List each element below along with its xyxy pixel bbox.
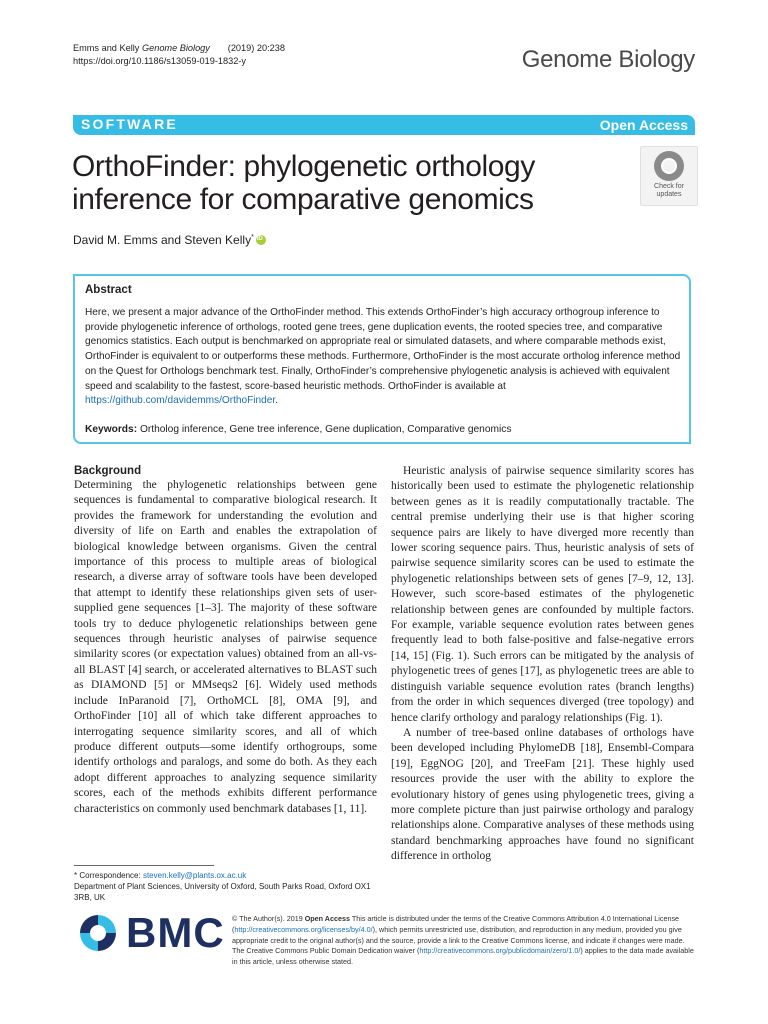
affiliation: Department of Plant Sciences, University of Oxford, South Parks Road, Oxford OX1 3RB, UK [74, 882, 371, 902]
correspondence-email[interactable]: steven.kelly@plants.ox.ac.uk [142, 871, 247, 880]
section-heading-background: Background [74, 465, 142, 477]
article-meta [73, 42, 285, 67]
paragraph: A number of tree-based online databases of orthologs have been developed including PhylomeDB [18], Ensembl-Compara [19], EggNOG [20], and TreeFam [21]. These highly used resources provide the user with the ability to explore the evolutionary history of genes using phylogenetic trees, giving a more complete picture than just pairwise orthology and paralogy relationships alone. Comparative analyses of these methods using standard benchmarking approaches have found no significant difference in ortholog [391, 726, 694, 863]
cc-by-link[interactable]: http://creativecommons.org/licenses/by/4.0/ [234, 924, 373, 934]
paragraph: Determining the phylogenetic relationships between gene sequences is fundamental to comparative biological research. It provides the framework for understanding the evolution and diversity of life on Earth and enables the extrapolation of biological knowledge between organisms. Given the central importance of this process to multiple areas of biological research, a diverse array of software tools have been developed that attempt to identify these relationships given sets of user-supplied gene sequences [1–3]. The majority of these software tools try to deduce phylogenetic relationships between gene sequences through heuristic analyses of pairwise sequence similarity scores (or expectation values) obtained from an all-vs-all BLAST [4] search, or accelerated alternatives to BLAST such as DIAMOND [5] or MMseqs2 [6]. Widely used methods include InParanoid [7], OrthoMCL [8], OMA [9], and OrthoFinder [10] all of which take different approaches to interrogating sequence similarity scores, and all of which produce different outputs—some identify orthogroups, some identify orthologs and paralogs, and some do both. As they each adopt different approaches to analyzing sequence similarity scores, each of the methods exhibits different performance characteristics on commonly used benchmark databases [1, 11]. [74, 479, 377, 815]
article-type-label: SOFTWARE [81, 116, 178, 132]
abstract-body [85, 306, 683, 409]
journal-logo: Genome Biology [521, 46, 695, 73]
check-for-updates-icon [654, 151, 684, 181]
bmc-logo-text: BMC [126, 909, 225, 956]
keywords-text: Ortholog inference, Gene tree inference, Gene duplication, Comparative genomics [139, 424, 512, 435]
author-list [73, 233, 266, 247]
check-updates-line2: updates [656, 191, 682, 198]
keywords-label: Keywords: [85, 424, 138, 435]
open-access-label: Open Access [599, 117, 688, 133]
correspondence-label: * Correspondence: [74, 871, 141, 880]
license-statement [232, 914, 694, 968]
abstract-box [73, 274, 691, 444]
abstract-text: Here, we present a major advance of the OrthoFinder method. This extends OrthoFinder’s high accuracy orthogroup inference to provide phylogenetic inference of orthologs, rooted gene trees, gene duplication events, the rooted species tree, and comparative genomics statistics. Each output is benchmarked on appropriate real or simulated datasets, and where comparable methods exist, OrthoFinder is equivalent to or outperforms these methods. Furthermore, OrthoFinder is the most accurate ortholog inference method on the Quest for Orthologs benchmark test. Finally, OrthoFinder’s comprehensive phylogenetic analysis is achieved with equivalent speed and scalability to the fastest, score-based heuristic methods. OrthoFinder is available at [85, 307, 681, 392]
paragraph: Heuristic analysis of pairwise sequence similarity scores has historically been used to estimate the phylogenetic relationship between genes as it is readily computationally tractable. The central premise underlying their use is that higher scoring sequence pairs are likely to have diverged more recently than lower scoring sequence pairs. Thus, heuristic analysis of sets of pairwise sequence similarity scores can be used to estimate the phylogenetic relationships between sets of genes [7–9, 12, 13]. However, such score-based estimates of the phylogenetic relationship between genes are confounded by multiple factors. For example, variable sequence evolution rates between genes frequently lead to both false-positive and false-negative errors [14, 15] (Fig. 1). Such errors can be mitigated by the analysis of phylogenetic trees of genes [17], as phylogenetic trees are able to distinguish variable sequence evolution rates (branch lengths) from the order in which sequences diverged (tree topology) and hence clarify orthology and paralogy relationships (Fig. 1). [391, 465, 694, 724]
bmc-logo [78, 909, 225, 956]
article-title: OrthoFinder: phylogenetic orthology inference for comparative genomics [72, 150, 535, 216]
article-type-banner [73, 115, 695, 135]
check-for-updates-badge[interactable] [640, 146, 698, 206]
body-column-right [391, 464, 694, 865]
footnote-rule [74, 865, 214, 866]
check-updates-line1: Check for [654, 183, 684, 190]
keywords [85, 424, 511, 435]
github-link[interactable]: https://github.com/davidemms/OrthoFinder [85, 395, 276, 407]
body-column-left [74, 464, 377, 817]
cc-zero-link[interactable]: http://creativecommons.org/publicdomain/zero/1.0/ [419, 946, 581, 956]
orcid-icon[interactable] [256, 235, 266, 245]
meta-year: (2019) 20:238 [227, 43, 285, 53]
meta-authors: Emms and Kelly [73, 43, 140, 53]
correspondence-footnote [74, 870, 379, 903]
license-text: This article is distributed under the terms of the Creative Commons Attribution 4.0 International License ( [232, 914, 680, 934]
license-text-2: ), which permits unrestricted use, distribution, and reproduction in any medium, provided you give appropriate credit to the original author(s) and the source, provide a link to the Creative Commons license, and indicate if changes were made. The Creative Commons Public Domain Dedication waiver ( [232, 924, 685, 956]
open-access-bold: Open Access [304, 914, 350, 923]
license-text-3: ) applies to the data made available in this article, unless otherwise stated. [232, 946, 694, 967]
copyright-text: © The Author(s). 2019 [232, 914, 303, 923]
meta-journal: Genome Biology [141, 43, 210, 53]
abstract-heading: Abstract [85, 284, 132, 296]
authors-text: David M. Emms and Steven Kelly [73, 233, 252, 247]
corresponding-mark: * [251, 234, 254, 241]
bmc-logo-icon [78, 913, 118, 953]
doi-link[interactable]: https://doi.org/10.1186/s13059-019-1832-y [73, 55, 246, 66]
abstract-end: . [275, 395, 278, 407]
